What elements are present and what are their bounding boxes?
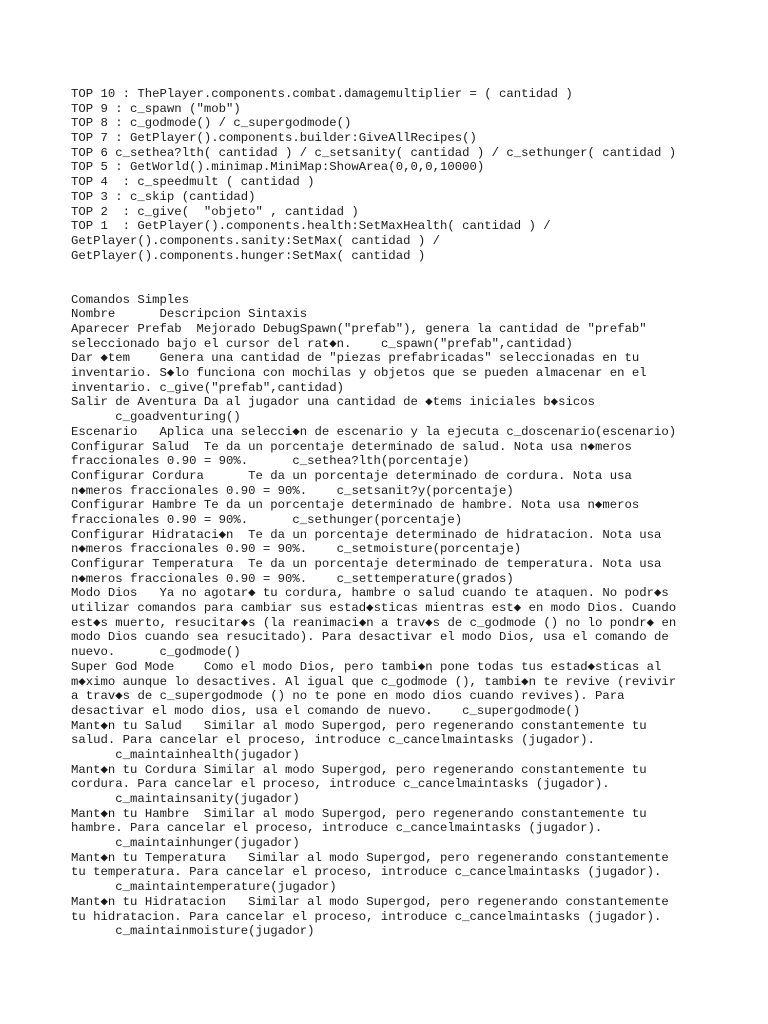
top-list-line: TOP 8 : c_godmode() / c_supergodmode() bbox=[71, 116, 352, 131]
top-list-line: TOP 4 : c_speedmult ( cantidad ) bbox=[71, 175, 315, 190]
command-line: c_maintainsanity(jugador) bbox=[71, 792, 300, 806]
command-line: n◆meros fraccionales 0.90 = 90%. c_setsanit?y(porcentaje) bbox=[71, 483, 514, 498]
command-line: fraccionales 0.90 = 90%. c_sethunger(porcentaje) bbox=[71, 512, 463, 527]
command-line: utilizar comandos para cambiar sus estad◆sticas mientras est◆ en modo Dios. Cuando bbox=[71, 601, 677, 616]
command-line: c_maintainmoisture(jugador) bbox=[71, 924, 315, 939]
command-line: cordura. Para cancelar el proceso, introduce c_cancelmaintasks (jugador). bbox=[71, 777, 610, 792]
command-line: n◆meros fraccionales 0.90 = 90%. c_setmoisture(porcentaje) bbox=[71, 542, 522, 557]
top-list-line: TOP 5 : GetWorld().minimap.MiniMap:ShowArea(0,0,0,10000) bbox=[71, 160, 485, 175]
command-line: Mant◆n tu Cordura Similar al modo Supergod, pero regenerando constantemente tu bbox=[71, 762, 647, 777]
command-line: est◆s muerto, resucitar◆s (la reanimaci◆n a trav◆s de c_godmode () no lo pondr◆ en bbox=[71, 615, 677, 630]
top-list-line: TOP 1 : GetPlayer().components.health:SetMaxHealth( cantidad ) / bbox=[71, 219, 551, 234]
command-line: Mant◆n tu Hidratacion Similar al modo Supergod, pero regenerando constantemente bbox=[71, 894, 669, 909]
top-list-line: GetPlayer().components.sanity:SetMax( cantidad ) / bbox=[71, 233, 440, 248]
top-list bbox=[71, 87, 761, 263]
top-list-line: TOP 7 : GetPlayer().components.builder:GiveAllRecipes() bbox=[71, 131, 477, 146]
command-line: Salir de Aventura Da al jugador una cantidad de ◆tems iniciales b◆sicos bbox=[71, 395, 595, 410]
command-line: Escenario Aplica una selecci◆n de escenario y la ejecuta c_doscenario(escenario) bbox=[71, 424, 677, 439]
command-line: modo Dios cuando sea resucitado). Para desactivar el modo Dios, usa el comando de bbox=[71, 630, 669, 645]
commands-section bbox=[71, 293, 761, 939]
command-line: seleccionado bajo el cursor del rat◆n. c_spawn("prefab",cantidad) bbox=[71, 336, 573, 351]
table-header: Nombre Descripcion Sintaxis bbox=[71, 307, 308, 322]
command-line: a trav◆s de c_supergodmode () no te pone en modo dios cuando revives). Para bbox=[71, 689, 625, 704]
command-line: c_goadventuring() bbox=[71, 410, 241, 425]
blank-line bbox=[71, 263, 761, 278]
command-line: fraccionales 0.90 = 90%. c_sethea?lth(porcentaje) bbox=[71, 454, 470, 469]
command-line: c_maintaintemperature(jugador) bbox=[71, 880, 337, 895]
command-line: inventario. c_give("prefab",cantidad) bbox=[71, 380, 345, 395]
top-list-line: TOP 2 : c_give( "objeto" , cantidad ) bbox=[71, 204, 359, 219]
command-line: Configurar Cordura Te da un porcentaje determinado de cordura. Nota usa bbox=[71, 468, 632, 483]
command-line: m◆ximo aunque lo desactives. Al igual que c_godmode (), tambi◆n te revive (revivir bbox=[71, 674, 677, 689]
top-list-line: TOP 9 : c_spawn ("mob") bbox=[71, 101, 241, 116]
top-list-line: TOP 6 c_sethea?lth( cantidad ) / c_setsanity( cantidad ) / c_sethunger( cantidad ) bbox=[71, 145, 677, 160]
command-line: Mant◆n tu Temperatura Similar al modo Supergod, pero regenerando constantemente bbox=[71, 850, 669, 865]
command-line: Dar ◆tem Genera una cantidad de "piezas prefabricadas" seleccionadas en tu bbox=[71, 351, 640, 366]
document-page bbox=[71, 87, 761, 939]
command-line: inventario. S◆lo funciona con mochilas y objetos que se pueden almacenar en el bbox=[71, 366, 647, 381]
command-line: Configurar Hambre Te da un porcentaje determinado de hambre. Nota usa n◆meros bbox=[71, 498, 640, 513]
command-line: Configurar Temperatura Te da un porcentaje determinado de temperatura. Nota usa bbox=[71, 557, 662, 571]
command-line: desactivar el modo dios, usa el comando de nuevo. c_supergodmode() bbox=[71, 703, 581, 718]
command-line: Aparecer Prefab Mejorado DebugSpawn("prefab"), genera la cantidad de "prefab" bbox=[71, 322, 647, 336]
command-line: n◆meros fraccionales 0.90 = 90%. c_settemperature(grados) bbox=[71, 571, 514, 586]
top-list-line: GetPlayer().components.hunger:SetMax( cantidad ) bbox=[71, 248, 426, 263]
command-line: Mant◆n tu Hambre Similar al modo Supergod, pero regenerando constantemente tu bbox=[71, 806, 647, 821]
section-heading: Comandos Simples bbox=[71, 292, 190, 307]
top-list-line: TOP 10 : ThePlayer.components.combat.damagemultiplier = ( cantidad ) bbox=[71, 87, 573, 101]
command-line: c_maintainhealth(jugador) bbox=[71, 747, 300, 762]
command-line: Configurar Hidrataci◆n Te da un porcentaje determinado de hidratacion. Nota usa bbox=[71, 527, 662, 542]
command-line: Configurar Salud Te da un porcentaje determinado de salud. Nota usa n◆meros bbox=[71, 439, 632, 454]
command-line: nuevo. c_godmode() bbox=[71, 645, 241, 660]
command-line: tu hidratacion. Para cancelar el proceso, introduce c_cancelmaintasks (jugador). bbox=[71, 909, 662, 924]
command-line: Mant◆n tu Salud Similar al modo Supergod, pero regenerando constantemente tu bbox=[71, 718, 647, 733]
command-line: c_maintainhunger(jugador) bbox=[71, 836, 300, 851]
command-line: salud. Para cancelar el proceso, introduce c_cancelmaintasks (jugador). bbox=[71, 733, 595, 748]
command-line: Super God Mode Como el modo Dios, pero tambi◆n pone todas tus estad◆sticas al bbox=[71, 659, 662, 674]
top-list-line: TOP 3 : c_skip (cantidad) bbox=[71, 189, 256, 204]
command-line: hambre. Para cancelar el proceso, introduce c_cancelmaintasks (jugador). bbox=[71, 821, 603, 836]
command-line: tu temperatura. Para cancelar el proceso, introduce c_cancelmaintasks (jugador). bbox=[71, 865, 662, 880]
command-line: Modo Dios Ya no agotar◆ tu cordura, hambre o salud cuando te ataquen. No podr◆s bbox=[71, 586, 669, 601]
blank-line bbox=[71, 278, 761, 293]
